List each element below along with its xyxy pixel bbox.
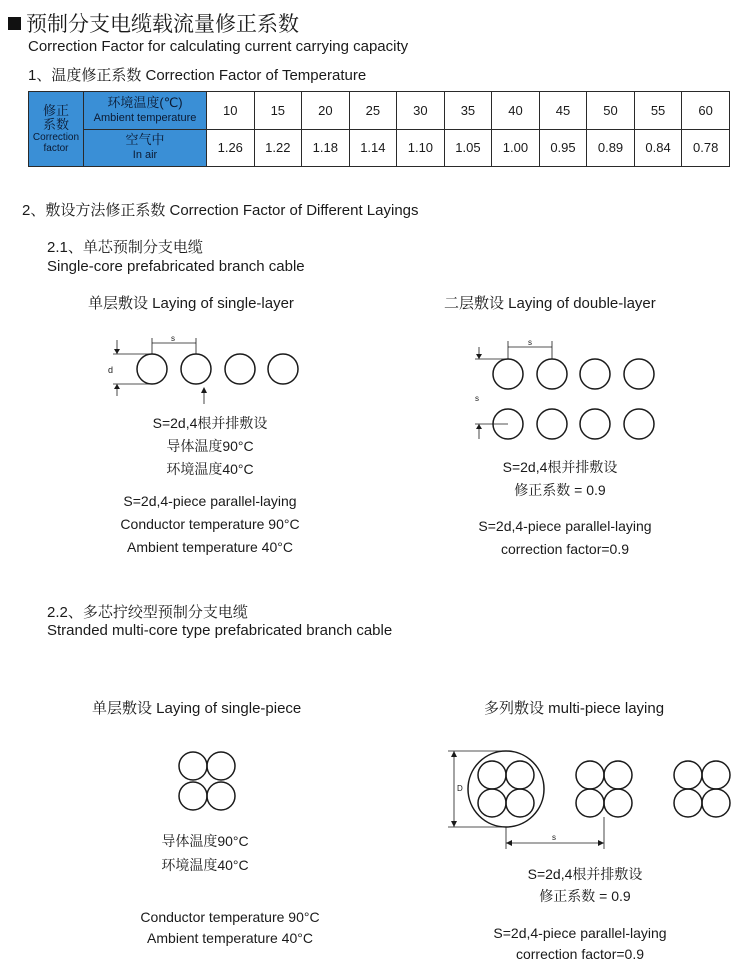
cable-circle bbox=[493, 359, 523, 389]
factor-cell: 1.26 bbox=[207, 129, 255, 167]
note-line: 导体温度90°C bbox=[161, 833, 249, 849]
temp-cell: 40 bbox=[492, 92, 540, 130]
cable-circle bbox=[268, 354, 298, 384]
note-line: S=2d,4-piece parallel-laying bbox=[123, 493, 297, 509]
single-piece-notes-en bbox=[120, 907, 340, 949]
cable-circle bbox=[537, 359, 567, 389]
note-line: S=2d,4-piece parallel-laying bbox=[478, 518, 652, 534]
dim-s-label: s bbox=[552, 833, 556, 842]
single-piece-title: 单层敷设 Laying of single-piece bbox=[92, 700, 302, 717]
note-line: S=2d,4根并排敷设 bbox=[527, 866, 643, 882]
temp-cell: 10 bbox=[207, 92, 255, 130]
temp-cell: 30 bbox=[397, 92, 445, 130]
corner-label-cn: 修正系数 bbox=[42, 103, 69, 132]
temp-cell: 20 bbox=[302, 92, 350, 130]
temp-cell: 35 bbox=[444, 92, 492, 130]
page-title bbox=[8, 8, 299, 38]
factor-cell: 0.84 bbox=[634, 129, 682, 167]
dim-s2-label: s bbox=[475, 394, 479, 403]
note-line: S=2d,4根并排敷设 bbox=[502, 459, 618, 475]
factor-cell: 1.05 bbox=[444, 129, 492, 167]
temp-cell: 25 bbox=[349, 92, 397, 130]
multi-piece-notes bbox=[490, 863, 680, 907]
row2-label-cn: 空气中 bbox=[125, 132, 165, 148]
sub2-title-cn: 2.2、多芯拧绞型预制分支电缆 bbox=[47, 604, 248, 621]
temp-cell: 60 bbox=[682, 92, 730, 130]
temperature-table bbox=[28, 91, 730, 167]
note-line: Ambient temperature 40°C bbox=[147, 930, 313, 946]
note-line: 导体温度90°C bbox=[166, 438, 254, 454]
double-layer-title: 二层敷设 Laying of double-layer bbox=[444, 295, 656, 312]
cable-circle bbox=[181, 354, 211, 384]
corner-label-en: Correction factor bbox=[32, 132, 80, 154]
cable-circle bbox=[225, 354, 255, 384]
temp-cell: 15 bbox=[254, 92, 302, 130]
single-piece-diagram bbox=[175, 750, 245, 820]
note-line: correction factor=0.9 bbox=[500, 541, 629, 557]
double-layer-diagram bbox=[470, 335, 670, 445]
factor-cell: 0.95 bbox=[539, 129, 587, 167]
note-line: Conductor temperature 90°C bbox=[120, 516, 300, 532]
double-layer-notes-en bbox=[455, 515, 675, 561]
sub1-title-en: Single-core prefabricated branch cable bbox=[47, 258, 305, 275]
factor-cell: 1.10 bbox=[397, 129, 445, 167]
row2-label bbox=[84, 129, 207, 167]
single-layer-title: 单层敷设 Laying of single-layer bbox=[88, 295, 294, 312]
temp-cell: 55 bbox=[634, 92, 682, 130]
multi-piece-diagram bbox=[440, 745, 740, 855]
dim-d-label: d bbox=[108, 365, 114, 375]
single-layer-notes-en bbox=[100, 490, 320, 559]
cable-circle bbox=[624, 409, 654, 439]
dim-s-label: s bbox=[528, 338, 532, 347]
multi-piece-notes-en bbox=[465, 923, 695, 965]
title-cn: 预制分支电缆载流量修正系数 bbox=[26, 13, 299, 36]
note-line: correction factor=0.9 bbox=[515, 946, 644, 962]
note-line: Ambient temperature 40°C bbox=[127, 539, 293, 555]
note-line: Conductor temperature 90°C bbox=[140, 909, 320, 925]
corner-cell bbox=[29, 92, 84, 167]
note-line: S=2d,4根并排敷设 bbox=[152, 415, 268, 431]
row2-label-en: In air bbox=[132, 149, 158, 162]
factor-cell: 1.22 bbox=[254, 129, 302, 167]
section2-heading: 2、敷设方法修正系数 Correction Factor of Different Layings bbox=[22, 202, 419, 219]
dim-D-label: D bbox=[457, 784, 463, 793]
row1-label bbox=[84, 92, 207, 130]
note-line: 环境温度40°C bbox=[166, 461, 254, 477]
single-layer-diagram bbox=[105, 330, 315, 410]
row1-label-en: Ambient temperature bbox=[93, 111, 197, 124]
cable-circle bbox=[580, 409, 610, 439]
factor-cell: 1.18 bbox=[302, 129, 350, 167]
sub2-title-en: Stranded multi-core type prefabricated branch cable bbox=[47, 622, 393, 639]
cable-circle bbox=[137, 354, 167, 384]
single-piece-notes bbox=[110, 829, 300, 877]
dim-s-label: s bbox=[171, 334, 175, 343]
cable-circle bbox=[580, 359, 610, 389]
temp-cell: 45 bbox=[539, 92, 587, 130]
cable-circle bbox=[624, 359, 654, 389]
section1-heading: 1、温度修正系数 Correction Factor of Temperature bbox=[28, 67, 367, 84]
table-row bbox=[29, 129, 730, 167]
sub1-title-cn: 2.1、单芯预制分支电缆 bbox=[47, 239, 203, 256]
note-line: 修正系数 = 0.9 bbox=[514, 482, 606, 498]
cable-circle bbox=[537, 409, 567, 439]
square-bullet-icon bbox=[8, 17, 21, 30]
factor-cell: 0.78 bbox=[682, 129, 730, 167]
factor-cell: 1.00 bbox=[492, 129, 540, 167]
row1-label-cn: 环境温度(℃) bbox=[107, 94, 183, 110]
factor-cell: 1.14 bbox=[349, 129, 397, 167]
note-line: 修正系数 = 0.9 bbox=[539, 888, 631, 904]
table-row bbox=[29, 92, 730, 130]
note-line: 环境温度40°C bbox=[161, 857, 249, 873]
single-layer-notes bbox=[110, 412, 310, 481]
temp-cell: 50 bbox=[587, 92, 635, 130]
multi-piece-title: 多列敷设 multi-piece laying bbox=[484, 700, 665, 717]
double-layer-notes bbox=[460, 456, 660, 502]
factor-cell: 0.89 bbox=[587, 129, 635, 167]
note-line: S=2d,4-piece parallel-laying bbox=[493, 925, 667, 941]
page-subtitle: Correction Factor for calculating current carrying capacity bbox=[28, 38, 409, 55]
